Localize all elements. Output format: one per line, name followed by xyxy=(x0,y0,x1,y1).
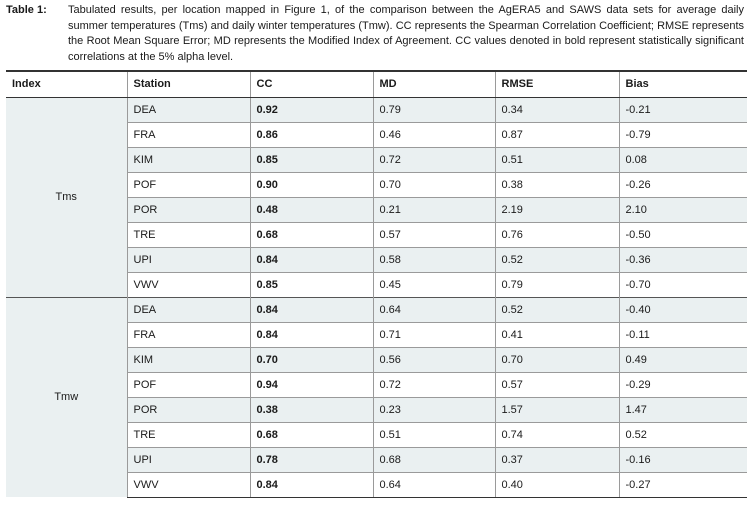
md-cell: 0.64 xyxy=(373,297,495,322)
station-cell: TRE xyxy=(127,422,250,447)
bias-cell: -0.36 xyxy=(619,247,747,272)
md-cell: 0.68 xyxy=(373,447,495,472)
rmse-cell: 2.19 xyxy=(495,197,619,222)
bias-cell: -0.21 xyxy=(619,97,747,122)
cc-cell: 0.84 xyxy=(250,247,373,272)
cc-cell: 0.70 xyxy=(250,347,373,372)
md-cell: 0.71 xyxy=(373,322,495,347)
md-cell: 0.46 xyxy=(373,122,495,147)
station-cell: POF xyxy=(127,172,250,197)
rmse-cell: 0.79 xyxy=(495,272,619,297)
cc-cell: 0.84 xyxy=(250,322,373,347)
rmse-cell: 0.41 xyxy=(495,322,619,347)
station-cell: TRE xyxy=(127,222,250,247)
md-cell: 0.72 xyxy=(373,372,495,397)
md-cell: 0.70 xyxy=(373,172,495,197)
index-cell: Tms xyxy=(6,97,127,297)
md-cell: 0.57 xyxy=(373,222,495,247)
bias-cell: -0.70 xyxy=(619,272,747,297)
table-row xyxy=(6,297,747,322)
cc-cell: 0.84 xyxy=(250,297,373,322)
station-cell: DEA xyxy=(127,97,250,122)
station-cell: UPI xyxy=(127,247,250,272)
md-cell: 0.79 xyxy=(373,97,495,122)
cc-cell: 0.85 xyxy=(250,147,373,172)
station-cell: KIM xyxy=(127,147,250,172)
results-table xyxy=(6,70,747,498)
rmse-cell: 0.52 xyxy=(495,247,619,272)
cc-cell: 0.86 xyxy=(250,122,373,147)
station-cell: FRA xyxy=(127,322,250,347)
station-cell: FRA xyxy=(127,122,250,147)
station-cell: DEA xyxy=(127,297,250,322)
station-cell: KIM xyxy=(127,347,250,372)
column-header-cc: CC xyxy=(250,71,373,97)
cc-cell: 0.84 xyxy=(250,472,373,497)
table-caption xyxy=(0,0,751,66)
bias-cell: -0.50 xyxy=(619,222,747,247)
md-cell: 0.58 xyxy=(373,247,495,272)
column-header-bias: Bias xyxy=(619,71,747,97)
bias-cell: -0.11 xyxy=(619,322,747,347)
md-cell: 0.21 xyxy=(373,197,495,222)
md-cell: 0.23 xyxy=(373,397,495,422)
md-cell: 0.72 xyxy=(373,147,495,172)
rmse-cell: 0.38 xyxy=(495,172,619,197)
md-cell: 0.56 xyxy=(373,347,495,372)
rmse-cell: 0.76 xyxy=(495,222,619,247)
rmse-cell: 1.57 xyxy=(495,397,619,422)
cc-cell: 0.68 xyxy=(250,222,373,247)
caption-label: Table 1: xyxy=(6,4,47,16)
rmse-cell: 0.51 xyxy=(495,147,619,172)
rmse-cell: 0.57 xyxy=(495,372,619,397)
cc-cell: 0.92 xyxy=(250,97,373,122)
rmse-cell: 0.40 xyxy=(495,472,619,497)
bias-cell: 0.52 xyxy=(619,422,747,447)
table-row xyxy=(6,97,747,122)
station-cell: POR xyxy=(127,197,250,222)
md-cell: 0.51 xyxy=(373,422,495,447)
cc-cell: 0.68 xyxy=(250,422,373,447)
bias-cell: 1.47 xyxy=(619,397,747,422)
md-cell: 0.64 xyxy=(373,472,495,497)
column-header-md: MD xyxy=(373,71,495,97)
bias-cell: -0.27 xyxy=(619,472,747,497)
column-header-index: Index xyxy=(6,71,127,97)
cc-cell: 0.85 xyxy=(250,272,373,297)
index-cell: Tmw xyxy=(6,297,127,497)
bias-cell: -0.40 xyxy=(619,297,747,322)
cc-cell: 0.94 xyxy=(250,372,373,397)
station-cell: VWV xyxy=(127,272,250,297)
bias-cell: 0.49 xyxy=(619,347,747,372)
cc-cell: 0.78 xyxy=(250,447,373,472)
rmse-cell: 0.87 xyxy=(495,122,619,147)
rmse-cell: 0.70 xyxy=(495,347,619,372)
cc-cell: 0.38 xyxy=(250,397,373,422)
station-cell: UPI xyxy=(127,447,250,472)
rmse-cell: 0.37 xyxy=(495,447,619,472)
bias-cell: 0.08 xyxy=(619,147,747,172)
bias-cell: -0.16 xyxy=(619,447,747,472)
station-cell: POR xyxy=(127,397,250,422)
md-cell: 0.45 xyxy=(373,272,495,297)
header-row xyxy=(6,71,747,97)
bias-cell: 2.10 xyxy=(619,197,747,222)
rmse-cell: 0.52 xyxy=(495,297,619,322)
bias-cell: -0.26 xyxy=(619,172,747,197)
caption-text: Tabulated results, per location mapped in Figure 1, of the comparison between the AgERA5 and SAWS data sets for average daily summer temperatures (Tms) and daily winter temperatures (Tmw). CC represents the Spearman Correlation Coefficient; RMSE represents the Root Mean Square Error; MD represents the Modified Index of Agreement. CC values denoted in bold represent statistically significant correlations at the 5% alpha level. xyxy=(68,4,744,63)
station-cell: POF xyxy=(127,372,250,397)
rmse-cell: 0.34 xyxy=(495,97,619,122)
column-header-station: Station xyxy=(127,71,250,97)
station-cell: VWV xyxy=(127,472,250,497)
cc-cell: 0.48 xyxy=(250,197,373,222)
column-header-rmse: RMSE xyxy=(495,71,619,97)
cc-cell: 0.90 xyxy=(250,172,373,197)
bias-cell: -0.29 xyxy=(619,372,747,397)
bias-cell: -0.79 xyxy=(619,122,747,147)
rmse-cell: 0.74 xyxy=(495,422,619,447)
table-body xyxy=(6,97,747,497)
